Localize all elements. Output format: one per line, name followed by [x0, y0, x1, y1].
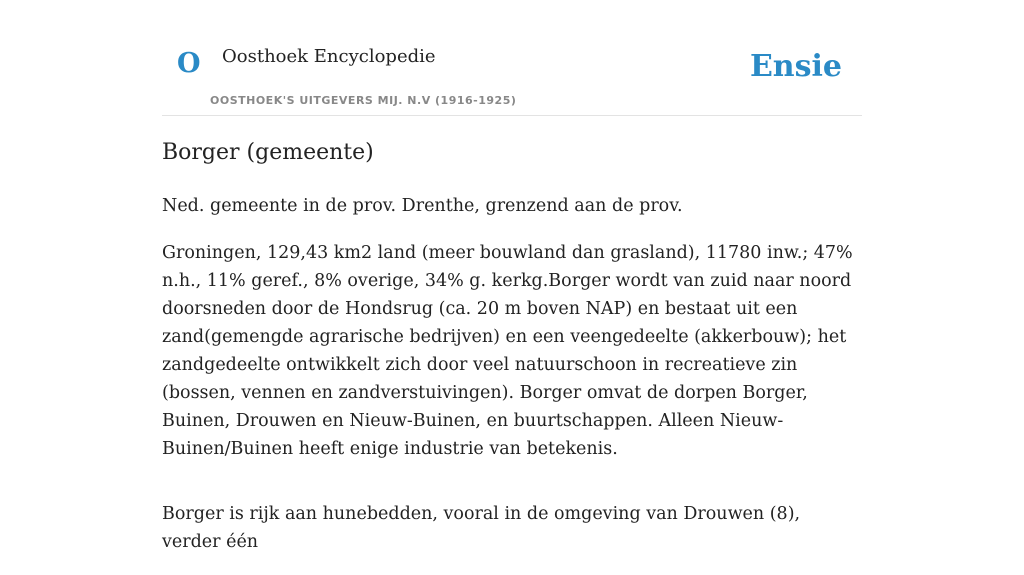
source-header — [162, 0, 862, 116]
entry-content — [162, 192, 862, 575]
source-title-link[interactable]: Oosthoek Encyclopedie — [222, 46, 436, 67]
source-subtitle: OOSTHOEK'S UITGEVERS MIJ. N.V (1916-1925) — [210, 94, 517, 107]
source-logo[interactable]: O — [177, 48, 201, 79]
page — [162, 0, 862, 552]
entry-paragraph: Ned. gemeente in de prov. Drenthe, grenzend aan de prov. — [162, 196, 683, 216]
entry-paragraph: Groningen, 129,43 km2 land (meer bouwland dan grasland), 11780 inw.; 47% n.h., 11% geref., 8% overige, 34% g. kerkg.Borger wordt van zuid naar noord doorsneden door de Hondsrug (ca. 20 m boven NAP) en bestaat uit een zand(gemengde agrarische bedrijven) en een veengedeelte (akkerbouw); het zandgedeelte ontwikkelt zich door veel natuurschoon in recreatieve zin (bossen, vennen en zandverstuivingen). Borger omvat de dorpen Borger, Buinen, Drouwen en Nieuw-Buinen, en buurtschappen. Alleen Nieuw-Buinen/Buinen heeft enige industrie van betekenis. — [162, 243, 853, 459]
entry-title: Borger (gemeente) — [162, 140, 374, 165]
ensie-logo-link[interactable]: Ensie — [749, 49, 842, 84]
entry-paragraph: Borger is rijk aan hunebedden, vooral in de omgeving van Drouwen (8), verder één — [162, 504, 801, 552]
